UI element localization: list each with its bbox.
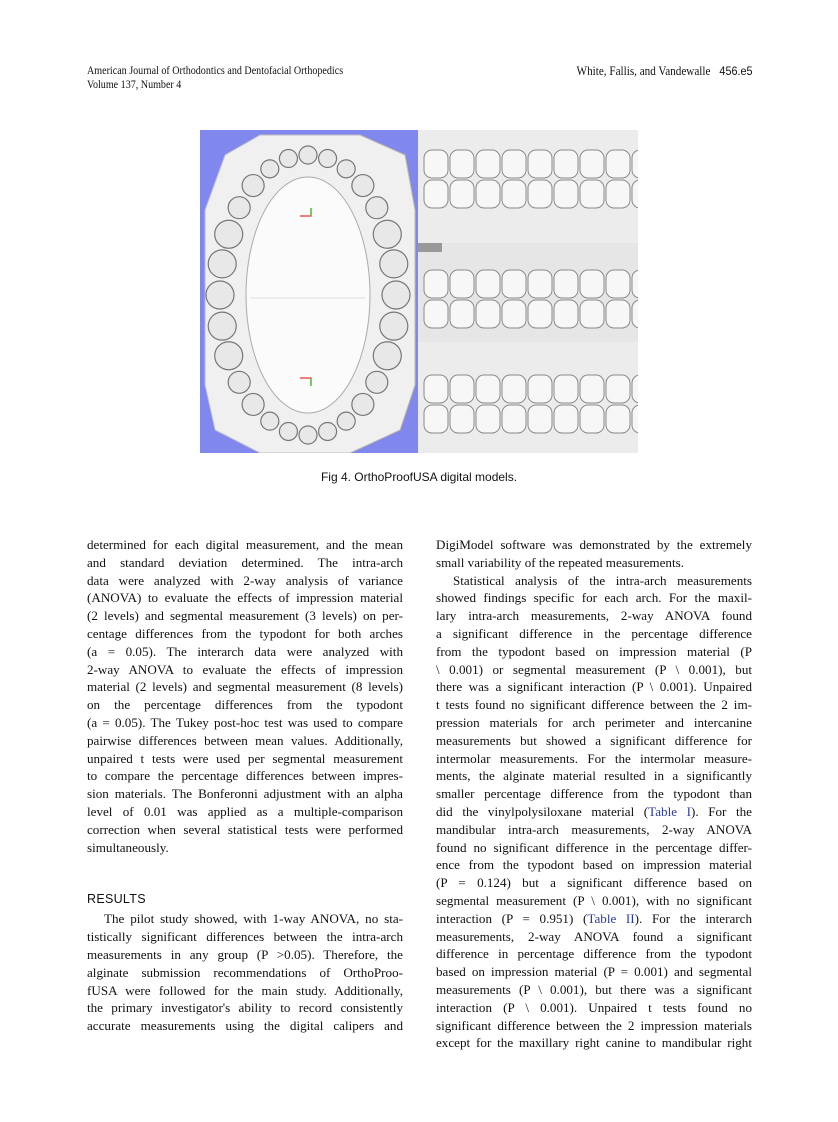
tooth-shape	[450, 300, 474, 328]
text-line: alginate submission recommendations of OrthoProo-	[87, 964, 403, 980]
text-line: measurements in any group (P >0.05). Therefore, the	[87, 946, 403, 962]
tooth-shape	[366, 371, 388, 393]
tooth-shape	[279, 422, 297, 440]
tooth-shape	[606, 405, 630, 433]
tooth-shape	[554, 270, 578, 298]
tooth-shape	[502, 405, 526, 433]
tooth-shape	[450, 270, 474, 298]
text-line: 2-way ANOVA to evaluate the effects of impression	[87, 661, 403, 677]
text-line: to compare the percentage differences between impres-	[87, 768, 403, 784]
tooth-shape	[208, 312, 236, 340]
tooth-shape	[554, 375, 578, 403]
tooth-shape	[424, 150, 448, 178]
tooth-shape	[382, 281, 410, 309]
tooth-shape	[528, 150, 552, 178]
text-line: on the percentage differences from the typodont	[87, 697, 403, 713]
tooth-shape	[502, 180, 526, 208]
tooth-shape	[554, 150, 578, 178]
tooth-shape	[606, 300, 630, 328]
text-line: ments, the alginate material resulted in a significantly	[436, 768, 752, 784]
occlusal-view-arches	[205, 135, 415, 453]
tooth-shape	[554, 180, 578, 208]
tooth-shape	[279, 150, 297, 168]
text-line: lary intra-arch measurements, 2-way ANOVA found	[436, 608, 752, 624]
paragraph-methods	[87, 536, 403, 856]
tooth-shape	[242, 393, 264, 415]
tooth-shape	[502, 300, 526, 328]
tooth-shape	[528, 300, 552, 328]
running-header-left	[87, 64, 343, 92]
tooth-shape	[502, 375, 526, 403]
tooth-shape	[632, 150, 638, 178]
tooth-shape	[476, 375, 500, 403]
text-line	[436, 803, 752, 821]
tooth-shape	[215, 342, 243, 370]
text-line: t tests found no significant difference between the 2 im-	[436, 697, 752, 713]
left-column	[87, 536, 403, 1035]
text-line: ence from the typodont based on impression material	[436, 857, 752, 873]
text-line: (ANOVA) to evaluate the effects of impression material	[87, 590, 403, 606]
tooth-shape	[502, 270, 526, 298]
buccal-view-panels	[418, 130, 638, 453]
text-line: unpaired t tests were used per segmental measurement	[87, 750, 403, 766]
text-line: DigiModel software was demonstrated by the extremely	[436, 537, 752, 552]
tooth-shape	[337, 160, 355, 178]
tooth-shape	[373, 342, 401, 370]
tooth-shape	[242, 175, 264, 197]
text-line: segmental measurement (P \ 0.001), with no significant	[436, 892, 752, 908]
text-line: determined for each digital measurement, and the mean	[87, 537, 403, 552]
tooth-shape	[528, 375, 552, 403]
text-segment: did the vinylpolysiloxane material (	[436, 803, 649, 819]
tooth-shape	[632, 405, 638, 433]
tooth-shape	[450, 180, 474, 208]
tooth-shape	[424, 180, 448, 208]
text-line: correction when several statistical tests were performed	[87, 821, 403, 837]
text-line: level of 0.01 was applied as a multiple-comparison	[87, 803, 403, 819]
paragraph-software	[436, 536, 752, 572]
tooth-shape	[580, 270, 604, 298]
text-line: and standard deviation determined. The intra-arch	[87, 554, 403, 570]
right-column	[436, 536, 752, 1052]
tooth-shape	[352, 175, 374, 197]
tooth-shape	[337, 412, 355, 430]
running-header-right	[576, 64, 752, 78]
tooth-shape	[476, 300, 500, 328]
text-line: except for the maxillary right canine to mandibular right	[436, 1035, 752, 1051]
tooth-shape	[424, 405, 448, 433]
tooth-shape	[228, 197, 250, 219]
tooth-shape	[606, 270, 630, 298]
tooth-shape	[373, 220, 401, 248]
tooth-shape	[580, 150, 604, 178]
text-line: intermolar measurements. For the intermolar measure-	[436, 750, 752, 766]
text-line: (2 levels) and segmental measurement (3 levels) on per-	[87, 608, 403, 624]
tooth-shape	[580, 180, 604, 208]
tooth-shape	[580, 375, 604, 403]
tooth-shape	[632, 180, 638, 208]
text-line: data were analyzed with 2-way analysis of variance	[87, 572, 403, 588]
text-line: measurements, 2-way ANOVA found a significant	[436, 928, 752, 944]
tooth-shape	[261, 412, 279, 430]
text-line: (a = 0.05). The Tukey post-hoc test was used to compare	[87, 714, 403, 730]
text-line: smaller percentage difference from the typodont than	[436, 786, 752, 802]
tooth-shape	[206, 281, 234, 309]
tooth-shape	[580, 300, 604, 328]
text-line: material (2 levels) and segmental measurement (8 levels)	[87, 679, 403, 695]
text-line: there was a significant interaction (P \ 0.001). Unpaired	[436, 679, 752, 695]
text-line: measurements but showed a significant difference for	[436, 732, 752, 748]
text-line: tistically significant differences between the intra-arch	[87, 929, 403, 945]
tooth-shape	[502, 150, 526, 178]
tooth-shape	[528, 270, 552, 298]
text-line	[436, 910, 752, 928]
text-line: \ 0.001) or segmental measurement (P \ 0.001), but	[436, 661, 752, 677]
text-line: sion materials. The Bonferonni adjustment with an alpha	[87, 786, 403, 802]
tooth-shape	[319, 422, 337, 440]
text-line: a significant difference in the percentage difference	[436, 625, 752, 641]
text-line: based on impression material (P = 0.001) and segmental	[436, 964, 752, 980]
tooth-shape	[632, 300, 638, 328]
tooth-shape	[424, 270, 448, 298]
text-line: simultaneously.	[87, 839, 169, 855]
text-line: mandibular intra-arch measurements, 2-way ANOVA	[436, 821, 752, 837]
tooth-shape	[380, 250, 408, 278]
tooth-shape	[632, 270, 638, 298]
text-segment: ). For the	[691, 803, 752, 819]
text-line: (P = 0.124) but a significant difference based on	[436, 875, 752, 891]
text-line: measurements (P \ 0.001), but there was a significant	[436, 981, 752, 997]
text-line: small variability of the repeated measurements.	[436, 554, 684, 570]
journal-title: American Journal of Orthodontics and Dentofacial Orthopedics	[87, 65, 344, 77]
tooth-shape	[554, 405, 578, 433]
text-line: pairwise differences between mean values. Additionally,	[87, 732, 403, 748]
tooth-shape	[554, 300, 578, 328]
text-line: showed findings specific for each arch. For the maxil-	[436, 590, 752, 606]
page-number: 456.e5	[718, 64, 752, 78]
section-heading-results: RESULTS	[87, 892, 146, 907]
text-line: found no significant difference in the percentage differ-	[436, 839, 752, 855]
text-line: significant difference between the 2 impression materials	[436, 1017, 752, 1033]
text-line: fUSA were followed for the main study. Additionally,	[87, 982, 403, 998]
text-line: from the typodont based on impression material (P	[436, 643, 752, 659]
tooth-shape	[228, 371, 250, 393]
text-line: (a = 0.05). The interarch data were analyzed with	[87, 643, 403, 659]
paragraph-results-pilot	[87, 910, 403, 1035]
table-reference-link[interactable]: Table II	[587, 910, 635, 926]
tooth-shape	[215, 220, 243, 248]
tooth-shape	[424, 375, 448, 403]
tooth-shape	[450, 375, 474, 403]
text-line: The pilot study showed, with 1-way ANOVA, no sta-	[104, 911, 403, 927]
tooth-shape	[606, 180, 630, 208]
journal-volume: Volume 137, Number 4	[87, 79, 182, 91]
tooth-shape	[632, 375, 638, 403]
figure-caption: Fig 4. OrthoProofUSA digital models.	[320, 470, 518, 484]
tooth-shape	[450, 405, 474, 433]
tooth-shape	[528, 180, 552, 208]
tooth-shape	[299, 426, 317, 444]
tooth-shape	[476, 405, 500, 433]
paragraph-statistical-analysis	[436, 572, 752, 1053]
figure-digital-models	[200, 130, 638, 453]
tooth-shape	[208, 250, 236, 278]
tooth-shape	[261, 160, 279, 178]
text-line: interaction (P \ 0.001). Unpaired t tests found no	[436, 999, 752, 1015]
text-line: accurate measurements using the digital calipers and	[87, 1018, 403, 1034]
tooth-shape	[528, 405, 552, 433]
tooth-shape	[476, 180, 500, 208]
tooth-shape	[476, 270, 500, 298]
tooth-shape	[424, 300, 448, 328]
tooth-shape	[299, 146, 317, 164]
tooth-shape	[380, 312, 408, 340]
tooth-shape	[319, 150, 337, 168]
text-line: difference in percentage difference from the typodont	[436, 946, 752, 962]
tooth-shape	[580, 405, 604, 433]
text-line: pression materials for arch perimeter and intercanine	[436, 714, 752, 730]
text-line: centage differences from the typodont for both arches	[87, 625, 403, 641]
authors: White, Fallis, and Vandewalle	[576, 64, 710, 78]
tooth-shape	[606, 375, 630, 403]
text-segment: interaction (P = 0.951) (	[436, 910, 588, 926]
tooth-shape	[366, 197, 388, 219]
text-line: the primary investigator's ability to record consistently	[87, 1000, 403, 1016]
tooth-shape	[352, 393, 374, 415]
tooth-shape	[450, 150, 474, 178]
tooth-shape	[476, 150, 500, 178]
text-segment: ). For the interarch	[634, 910, 752, 926]
tooth-shape	[606, 150, 630, 178]
text-line: Statistical analysis of the intra-arch measurements	[453, 572, 752, 588]
table-reference-link[interactable]: Table I	[648, 803, 691, 819]
